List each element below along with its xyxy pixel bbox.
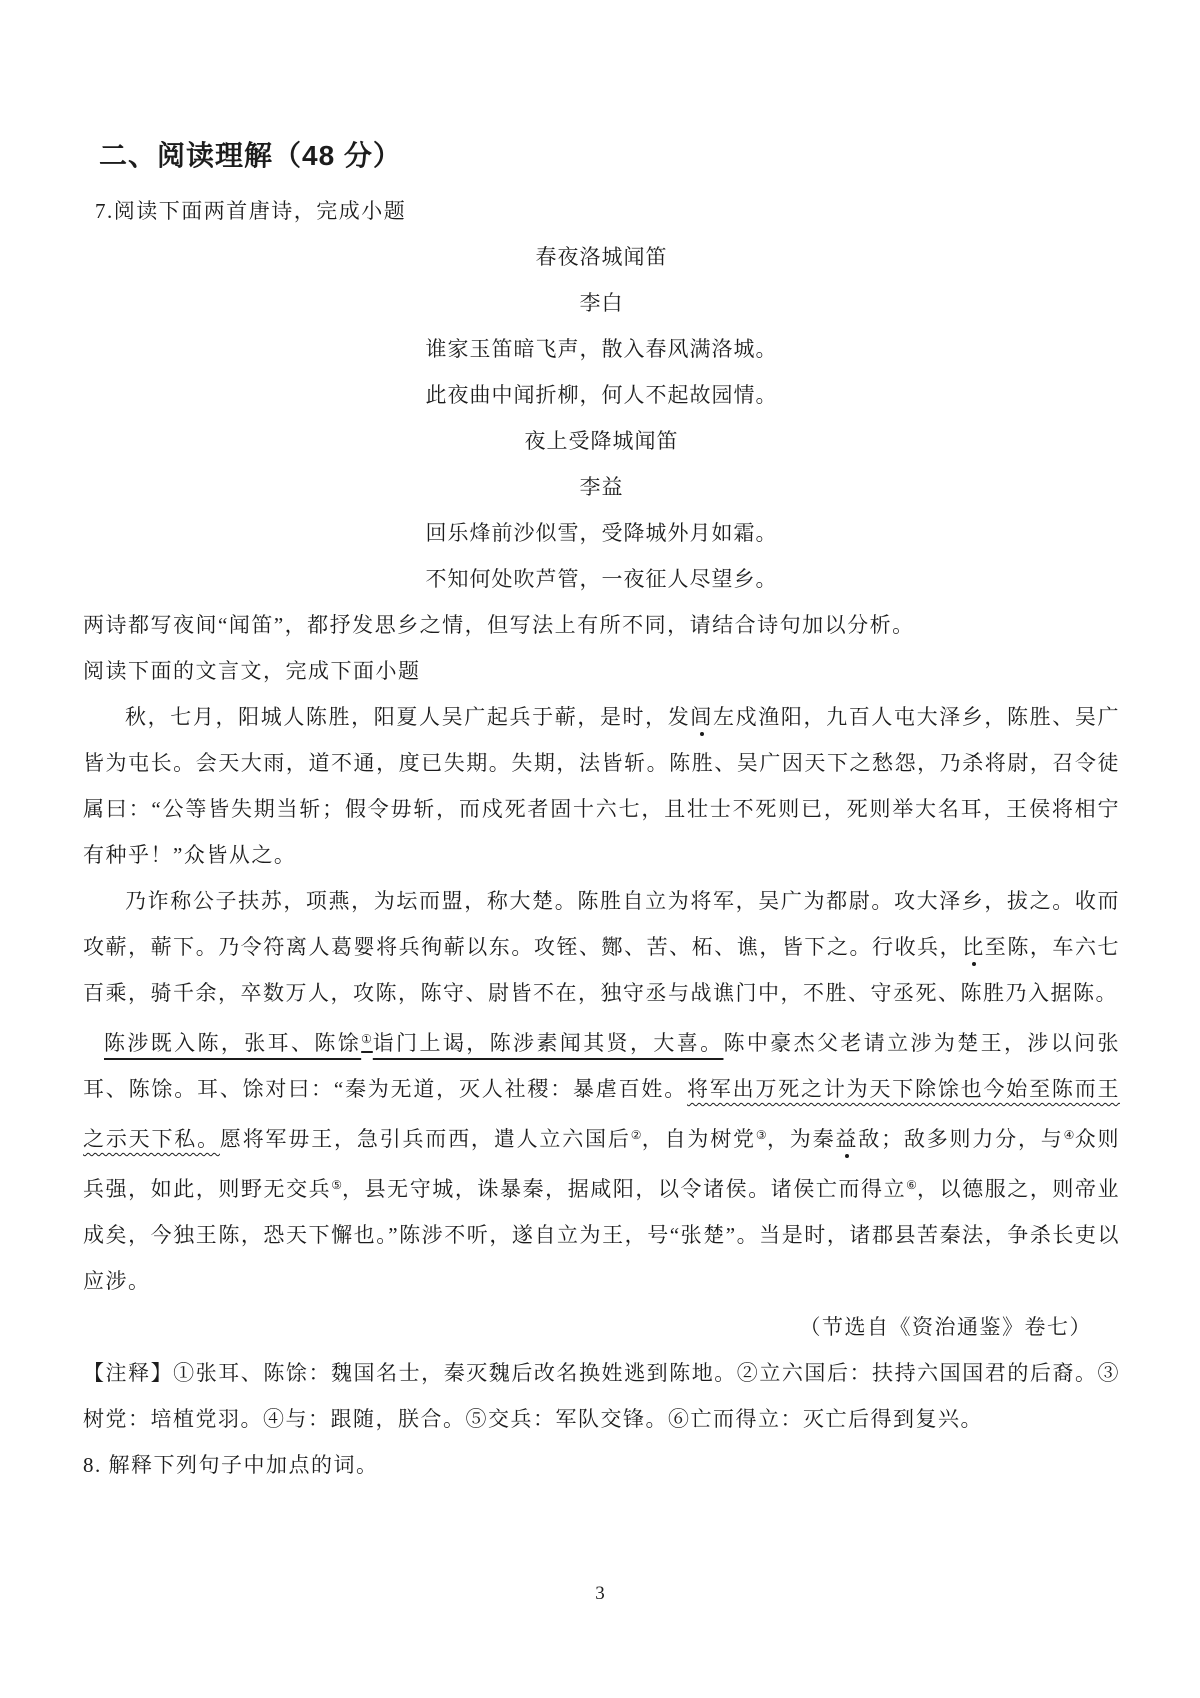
passage-text: 乃诈称公子扶苏，项燕，为坛而盟，称大楚。陈胜自立为将军，吴广为都尉。攻大泽乡，拔之。收而攻蕲，蕲下。乃令符离人葛婴将兵徇蕲以东。攻铚、酂、苦、柘、谯，皆下之。行收兵， xyxy=(83,889,1120,959)
classical-text xyxy=(83,694,1120,1304)
emphasized-word: 益 xyxy=(835,1127,859,1151)
passage-text: ，以德服之，则帝业成矣，今独王陈，恐天下懈也。”陈涉不听，遂自立为王，号“张楚”。当是时，诸郡县苦秦法，争杀长吏以应涉。 xyxy=(83,1177,1121,1293)
poem1-author: 李白 xyxy=(579,291,624,315)
passage-text: 敌；敌多则力分，与 xyxy=(858,1127,1064,1151)
passage-text: 左戍渔阳，九百人屯大泽乡，陈胜、吴广皆为屯长。会天大雨，道不通，度已失期。失期，法皆斩。陈胜、吴广因天下之愁怨，乃杀将尉，召令徒属曰：“公等皆失期当斩；假令毋斩，而戍死者固十六七，且壮士不死则已，死则举大名耳，王侯将相宁有种乎！”众皆从之。 xyxy=(83,705,1121,867)
emphasized-word: 闾 xyxy=(690,705,714,729)
passage-text: ，县无守城，诛暴秦，据咸阳，以令诸侯。诸侯亡而得立 xyxy=(342,1177,907,1201)
passage-text: ，为秦 xyxy=(766,1127,836,1151)
passage-text: 陈涉既入陈，张耳、陈馀 xyxy=(104,1031,362,1055)
passage-text: 众则兵强，如此，则野无交兵 xyxy=(83,1127,1121,1201)
passage-text: 愿将军毋王，急引兵而西，遣人立六国后 xyxy=(219,1127,631,1151)
passage-text: 将军出万死之计为天下除馀也今始至陈而王之示天下私。 xyxy=(83,1077,1120,1151)
note-reference: ④ xyxy=(1063,1128,1075,1142)
note-reference: ③ xyxy=(755,1128,767,1142)
poem2-line: 回乐烽前沙似雪，受降城外月如霜。 xyxy=(425,521,778,545)
poem2-author: 李益 xyxy=(579,475,624,499)
question8-prompt: 8. 解释下列句子中加点的词。 xyxy=(83,1453,379,1477)
poem1-line: 此夜曲中闻折柳，何人不起故园情。 xyxy=(425,383,778,407)
page-content xyxy=(83,132,1120,1488)
passage-notes: 【注释】①张耳、陈馀：魏国名士，秦灭魏后改名换姓逃到陈地。②立六国后：扶持六国国君的后裔。③树党：培植党羽。④与：跟随，朕合。⑤交兵：军队交锋。⑥亡而得立：灭亡后得到复兴。 xyxy=(83,1361,1120,1431)
note-reference: ② xyxy=(630,1128,642,1142)
poem1-line: 谁家玉笛暗飞声，散入春风满洛城。 xyxy=(425,337,778,361)
passage-text: 诣门上谒，陈涉素闻其贤，大喜。 xyxy=(372,1031,724,1055)
passage-text: 秋，七月，阳城人陈胜，阳夏人吴广起兵于蕲，是时，发 xyxy=(125,705,691,729)
section-heading: 二、阅读理解（48 分） xyxy=(99,140,402,171)
poem2-title: 夜上受降城闻笛 xyxy=(524,429,679,453)
passage-intro: 阅读下面的文言文，完成下面小题 xyxy=(83,659,421,683)
passage-paragraph xyxy=(83,1016,1120,1304)
poem2-line: 不知何处吹芦管，一夜征人尽望乡。 xyxy=(425,567,778,591)
poem1-title: 春夜洛城闻笛 xyxy=(535,245,668,269)
emphasized-word: 比 xyxy=(962,935,985,959)
passage-source: （节选自《资治通鉴》卷七） xyxy=(799,1315,1092,1339)
question7-task: 两诗都写夜间“闻笛”，都抒发思乡之情，但写法上有所不同，请结合诗句加以分析。 xyxy=(83,613,915,637)
question7-prompt: 7.阅读下面两首唐诗，完成小题 xyxy=(95,199,407,223)
page-number: 3 xyxy=(595,1583,605,1604)
passage-paragraph xyxy=(83,694,1120,878)
note-reference: ⑤ xyxy=(331,1178,343,1192)
passage-text: ，自为树党 xyxy=(641,1127,756,1151)
passage-paragraph xyxy=(83,878,1120,1016)
note-reference: ⑥ xyxy=(906,1178,917,1192)
note-reference: ① xyxy=(361,1032,373,1046)
passage-text: 陈中豪杰父老请立涉为楚王，涉以问张耳、陈馀。耳、馀对曰：“秦为无道，灭人社稷：暴虐百姓。 xyxy=(83,1031,1121,1101)
passage-text: 至陈，车六七百乘，骑千余，卒数万人，攻陈，陈守、尉皆不在，独守丞与战谯门中，不胜、守丞死、陈胜乃入据陈。 xyxy=(83,935,1121,1005)
